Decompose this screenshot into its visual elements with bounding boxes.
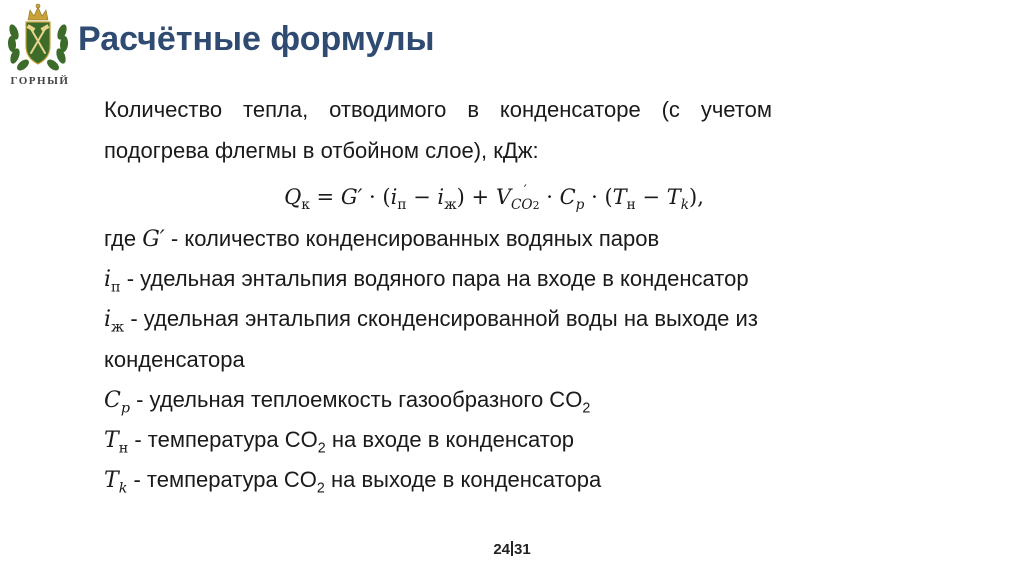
formula-dot-3: · bbox=[584, 185, 605, 209]
formula-c-sub: p bbox=[575, 197, 585, 214]
definition-symbol-sub: п bbox=[111, 279, 121, 296]
definition-symbol: C bbox=[104, 388, 121, 413]
emblem-icon bbox=[4, 2, 72, 76]
formula-g: G′ bbox=[340, 185, 363, 209]
formula-dot-2: · bbox=[539, 185, 560, 209]
definition-symbol-sub: ж bbox=[111, 319, 125, 336]
slide-content bbox=[104, 89, 894, 500]
formula-q-sub: к bbox=[301, 197, 310, 214]
formula-open-1: ( bbox=[382, 185, 391, 209]
definition-text: - удельная энтальпия водяного пара на входе в конденсатор bbox=[120, 266, 749, 291]
formula-tn: T bbox=[612, 185, 627, 209]
formula-open-2: ( bbox=[604, 185, 613, 209]
formula-v-sup: ′ bbox=[523, 182, 527, 199]
page-separator bbox=[511, 541, 513, 556]
definition-symbol-sub: н bbox=[118, 440, 129, 457]
formula-q: Q bbox=[284, 185, 302, 209]
definition-cp bbox=[104, 380, 894, 420]
formula-v-sub-2: 2 bbox=[532, 198, 540, 212]
slide-title: Расчётные формулы bbox=[78, 20, 435, 58]
page-current: 24 bbox=[493, 541, 510, 558]
formula-close-2: ), bbox=[689, 185, 704, 209]
definition-text-sub: 2 bbox=[582, 400, 591, 417]
definition-symbol-sub: k bbox=[118, 480, 128, 497]
formula-close-1: ) bbox=[456, 185, 465, 209]
formula-tk: T bbox=[666, 185, 681, 209]
formula-minus-1: − bbox=[406, 185, 438, 209]
definition-text-tail: на входе в конденсатор bbox=[325, 427, 575, 452]
definition-tn bbox=[104, 420, 894, 460]
definition-ip bbox=[104, 259, 894, 299]
formula-tk-sub: k bbox=[680, 197, 689, 214]
university-logo bbox=[4, 2, 72, 92]
page-total: 31 bbox=[514, 541, 531, 558]
definition-text-sub: 2 bbox=[316, 480, 325, 497]
definition-g bbox=[104, 219, 894, 259]
page-number bbox=[0, 541, 1024, 558]
definition-text-sub: 2 bbox=[317, 440, 326, 457]
formula-v-sub-co: CO bbox=[510, 196, 533, 213]
definition-text: - количество конденсированных водяных паров bbox=[164, 226, 660, 251]
definition-text: - удельная теплоемкость газообразного CO bbox=[130, 387, 583, 412]
definition-prefix: где bbox=[104, 226, 143, 251]
formula-v-sub bbox=[510, 196, 540, 213]
intro-text: Количество тепла, отводимого в конденсаторе (с учетом подогрева флегмы в отбойном слое), кДж: bbox=[104, 97, 772, 163]
definition-text: - температура CO bbox=[127, 467, 317, 492]
definition-tk bbox=[104, 460, 894, 500]
formula-dot-1: · bbox=[362, 185, 383, 209]
logo-caption: ГОРНЫЙ bbox=[10, 75, 70, 87]
definition-symbol: G′ bbox=[142, 227, 165, 252]
formula-tn-sub: н bbox=[626, 197, 636, 214]
definition-symbol: T bbox=[104, 428, 119, 453]
definition-symbol: T bbox=[104, 468, 119, 493]
definition-symbol-sub: p bbox=[120, 400, 130, 417]
heat-formula bbox=[104, 175, 764, 219]
formula-ip-sub: п bbox=[397, 197, 407, 214]
formula-minus-2: − bbox=[635, 185, 667, 209]
formula-c: C bbox=[559, 185, 576, 209]
definition-ij bbox=[104, 299, 894, 380]
definition-symbol: i bbox=[104, 307, 112, 332]
formula-eq: = bbox=[309, 185, 341, 209]
definition-symbol: i bbox=[104, 267, 112, 292]
formula-ij: i bbox=[437, 185, 445, 209]
formula-ij-sub: ж bbox=[444, 197, 457, 214]
formula-v: V bbox=[495, 185, 511, 209]
definition-text: - удельная энтальпия сконденсированной воды на выходе из конденсатора bbox=[104, 306, 758, 372]
formula-plus: + bbox=[464, 185, 496, 209]
definition-text: - температура CO bbox=[128, 427, 318, 452]
formula-ip: i bbox=[390, 185, 398, 209]
definition-text-tail: на выходе в конденсатора bbox=[324, 467, 602, 492]
